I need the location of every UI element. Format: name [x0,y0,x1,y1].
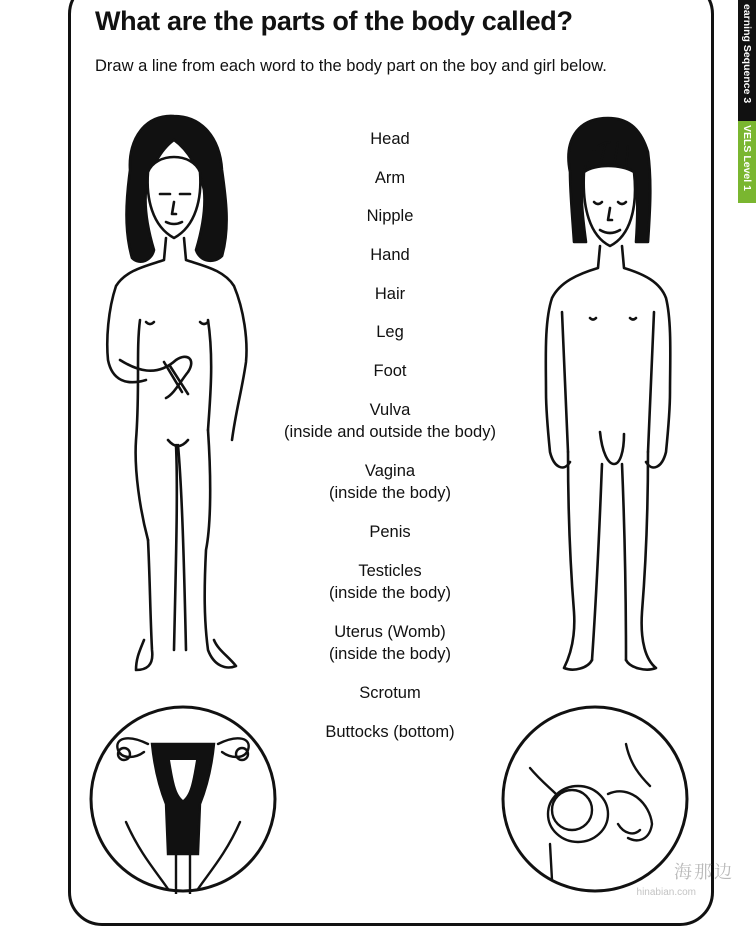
side-tab-sequence: earning Sequence 3 [741,4,753,104]
page-title: What are the parts of the body called? [95,6,573,36]
boy-figure [530,112,680,682]
word-head[interactable]: Head [370,130,410,148]
word-testicles[interactable]: Testicles (inside the body) [329,562,451,602]
girl-figure [96,110,266,680]
word-hair[interactable]: Hair [374,285,406,303]
word-uterus[interactable]: Uterus (Womb) (inside the body) [329,623,451,663]
watermark: 海那边 [674,862,734,882]
word-hand[interactable]: Hand [370,246,410,264]
word-vagina[interactable]: Vagina (inside the body) [329,462,451,502]
word-scrotum[interactable]: Scrotum [359,684,421,702]
side-tab-level: VELS Level 1 [741,125,753,191]
word-nipple[interactable]: Nipple [366,207,414,225]
watermark-url: hinabian.com [636,887,696,898]
side-tab [738,0,756,203]
word-foot[interactable]: Foot [373,362,407,380]
word-penis[interactable]: Penis [369,523,411,541]
word-buttocks[interactable]: Buttocks (bottom) [325,723,455,741]
word-vulva[interactable]: Vulva (inside and outside the body) [284,401,496,441]
testicles-diagram [500,704,690,894]
instructions: Draw a line from each word to the body part on the boy and girl below. [95,57,607,75]
word-leg[interactable]: Leg [376,323,404,341]
word-arm[interactable]: Arm [374,169,406,187]
uterus-diagram [88,704,278,894]
